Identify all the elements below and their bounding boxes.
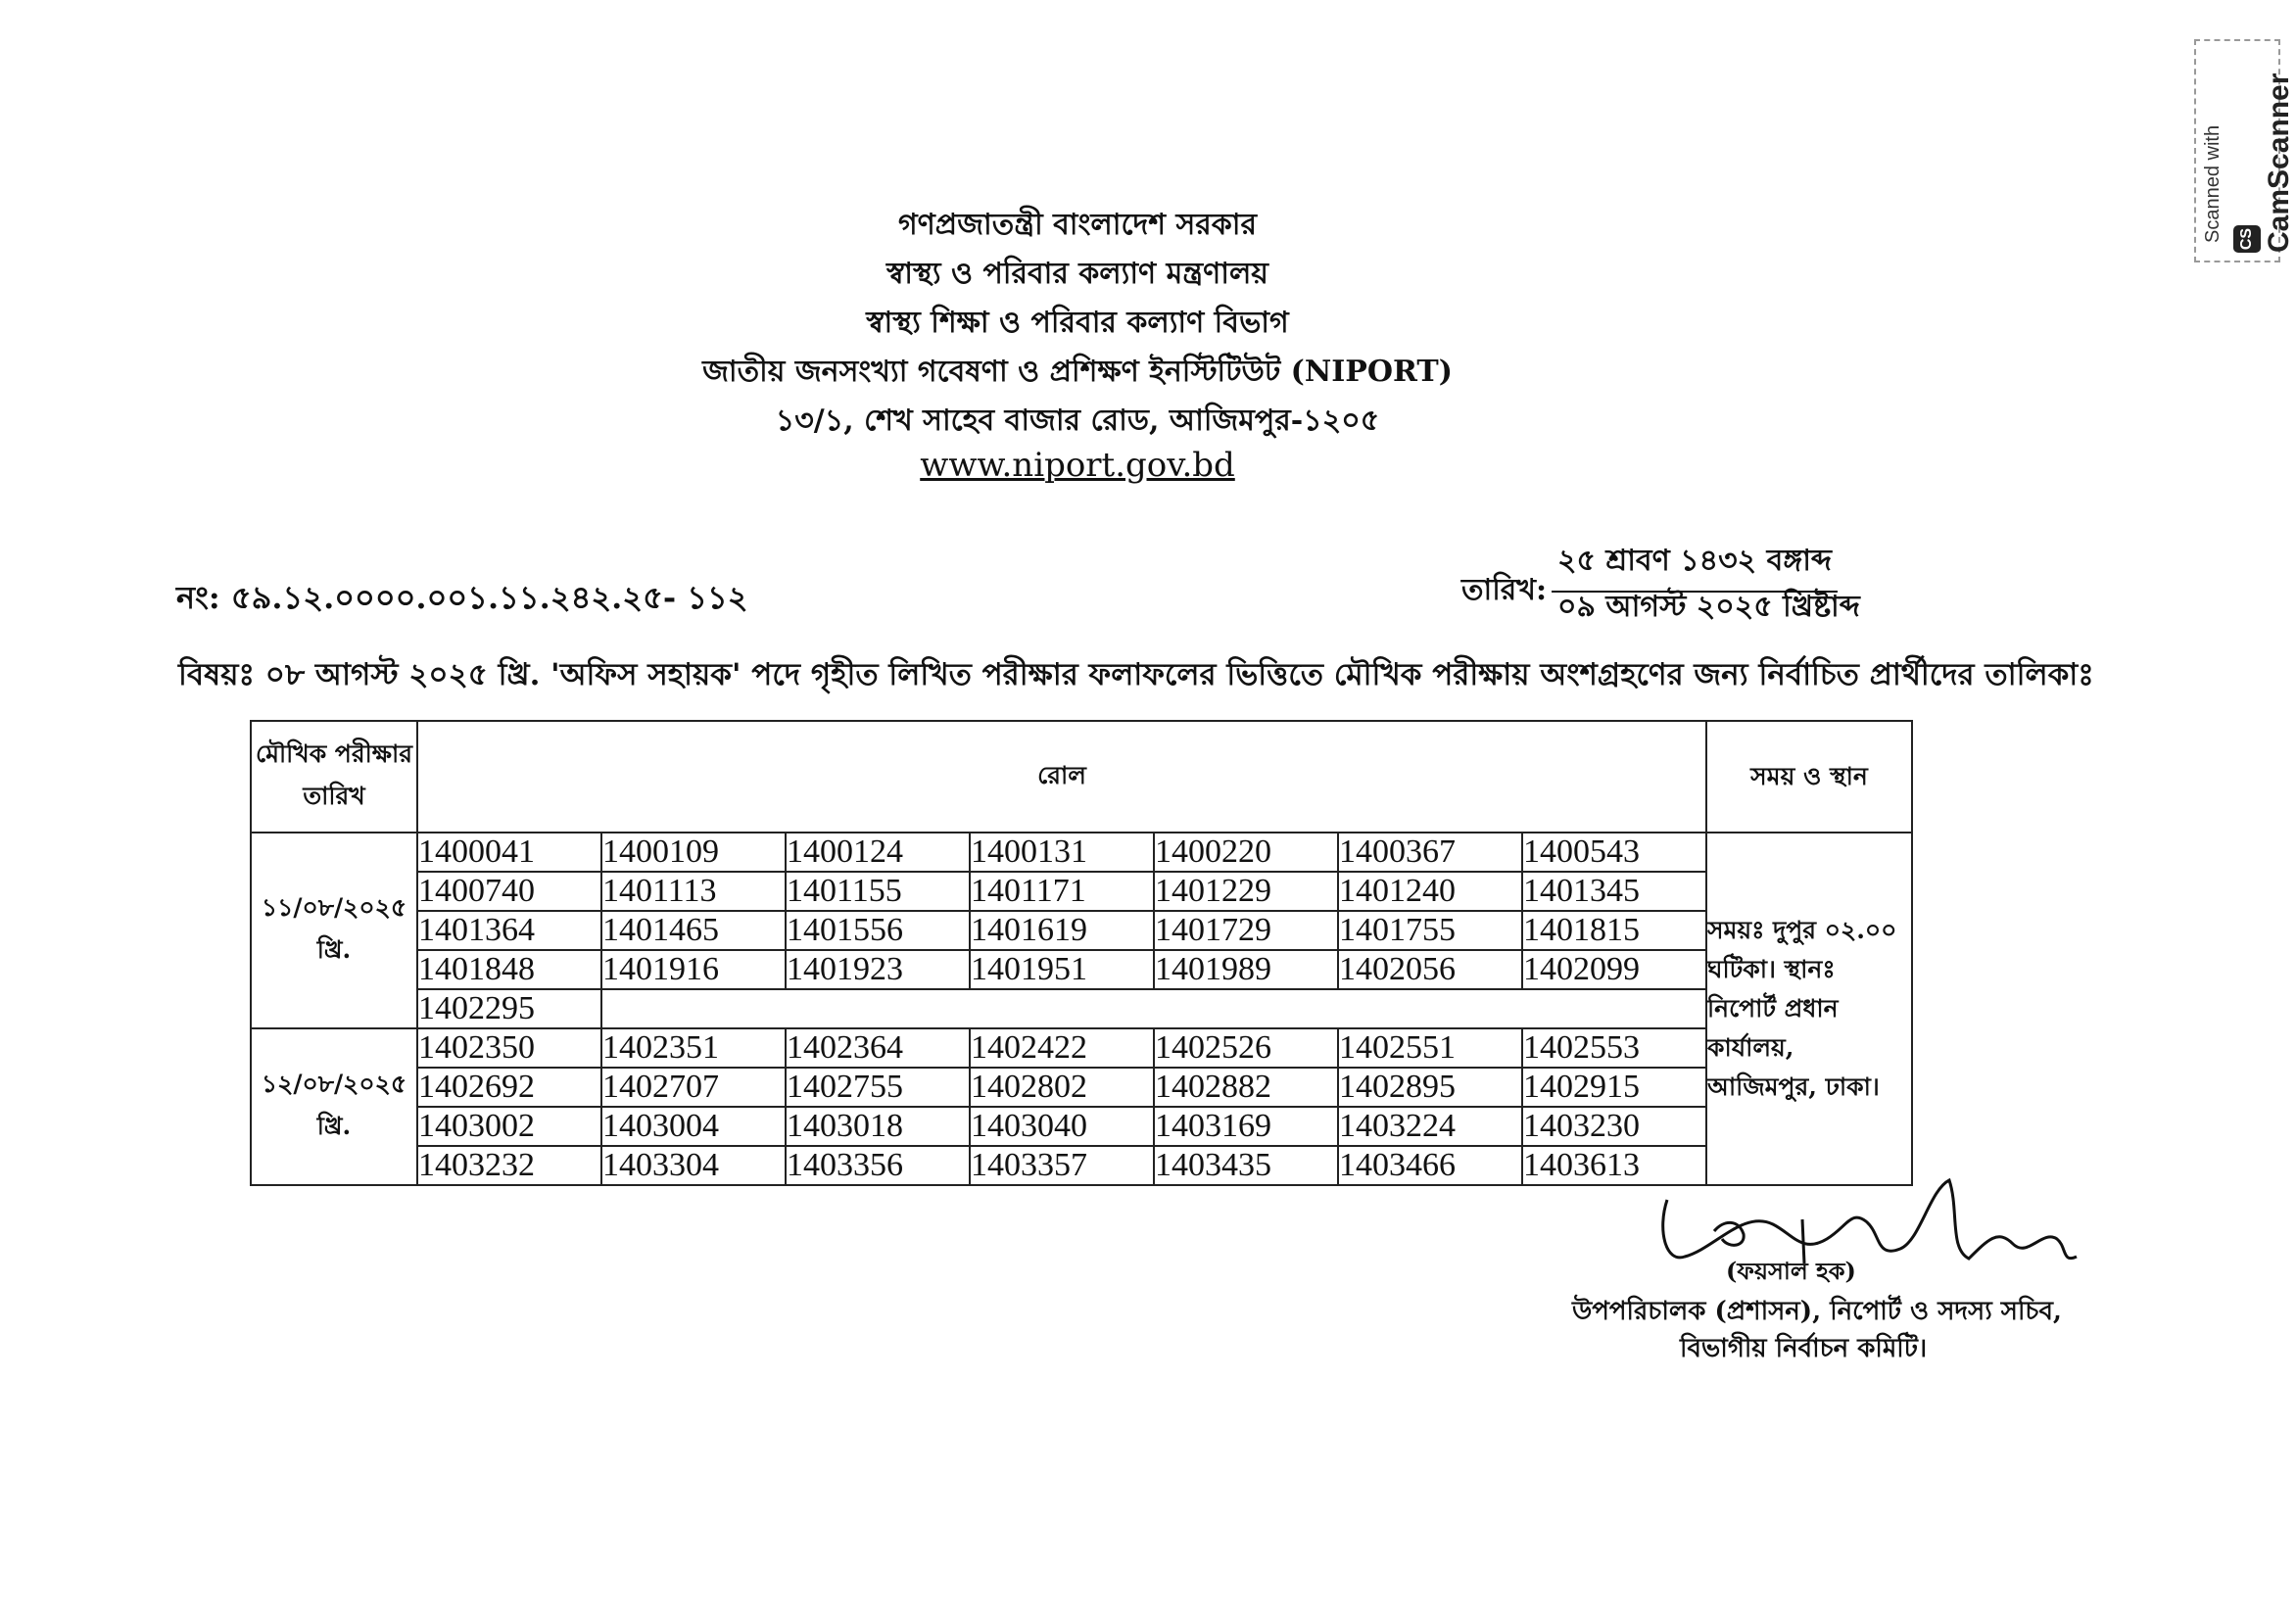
roll-number-cell: 1402755 [786,1068,970,1107]
roll-number-cell: 1403002 [417,1107,601,1146]
header-time-venue: সময় ও স্থান [1706,721,1912,833]
roll-number-cell: 1402553 [1522,1028,1706,1068]
table-row [251,1068,1912,1107]
roll-number-cell: 1400041 [417,833,601,872]
signatory-designation: উপপরিচালক (প্রশাসন), নিপোর্ট ও সদস্য সচিব, [1572,1297,2062,1326]
table-row [251,1028,1912,1068]
table-row [251,989,1912,1028]
roll-number-cell: 1401229 [1154,872,1338,911]
roll-number-cell: 1403018 [786,1107,970,1146]
ministry-name: স্বাস্থ্য ও পরিবার কল্যাণ মন্ত্রণালয় [886,257,1268,291]
roll-number-cell: 1402526 [1154,1028,1338,1068]
memo-number: নং: ৫৯.১২.০০০০.০০১.১১.২৪২.২৫- ১১২ [176,579,748,616]
roll-number-cell: 1403232 [417,1146,601,1185]
roll-number-cell: 1400131 [970,833,1154,872]
roll-number-cell: 1402802 [970,1068,1154,1107]
roll-number-cell: 1401923 [786,950,970,989]
roll-number-cell: 1402099 [1522,950,1706,989]
roll-number-cell: 1402422 [970,1028,1154,1068]
institute-name: জাতীয় জনসংখ্যা গবেষণা ও প্রশিক্ষণ ইনস্টিটিউট (NIPORT) [702,355,1453,389]
roll-number-cell: 1401729 [1154,911,1338,950]
table-row [251,950,1912,989]
roll-number-cell: 1401364 [417,911,601,950]
date-label: তারিখ: [1461,573,1548,607]
roll-number-cell: 1402351 [601,1028,786,1068]
roll-number-cell: 1401951 [970,950,1154,989]
roll-number-cell: 1403613 [1522,1146,1706,1185]
exam-date-cell: ১২/০৮/২০২৫ খ্রি. [251,1028,417,1185]
website-link[interactable]: www.niport.gov.bd [920,446,1235,485]
signature-scribble [1655,1170,2086,1278]
header-roll: রোল [417,721,1706,833]
roll-table [250,720,1913,1186]
roll-number-cell: 1401171 [970,872,1154,911]
subject-line: বিষয়ঃ ০৮ আগস্ট ২০২৫ খ্রি. 'অফিস সহায়ক' পদে গৃহীত লিখিত পরীক্ষার ফলাফলের ভিত্তিতে মৌখিক পরীক্ষায় অংশগ্রহণের জন্য নির্বাচিত প্রার্থীদের তালিকাঃ [178,657,2094,692]
roll-number-cell: 1403356 [786,1146,970,1185]
roll-number-cell: 1402895 [1338,1068,1522,1107]
division-name: স্বাস্থ্য শিক্ষা ও পরিবার কল্যাণ বিভাগ [866,306,1289,340]
table-header-row [251,721,1912,833]
roll-number-cell: 1401465 [601,911,786,950]
roll-number-cell: 1403304 [601,1146,786,1185]
roll-number-cell: 1402350 [417,1028,601,1068]
roll-number-cell: 1401113 [601,872,786,911]
roll-number-cell: 1403230 [1522,1107,1706,1146]
table-row [251,872,1912,911]
roll-number-cell: 1402056 [1338,950,1522,989]
roll-number-cell: 1402692 [417,1068,601,1107]
roll-number-cell: 1401916 [601,950,786,989]
date-bangla: ২৫ শ্রাবণ ১৪৩২ বঙ্গাব্দ [1552,537,1838,593]
roll-number-cell: 1401619 [970,911,1154,950]
roll-number-cell: 1400124 [786,833,970,872]
roll-number-cell: 1403435 [1154,1146,1338,1185]
roll-number-cell: 1403224 [1338,1107,1522,1146]
roll-number-cell: 1403357 [970,1146,1154,1185]
roll-number-cell: 1401989 [1154,950,1338,989]
stamp-caption: Scanned with [2202,124,2224,243]
roll-number-cell [601,989,1706,1028]
signatory-committee: বিভাগীয় নির্বাচন কমিটি। [1680,1334,1928,1363]
roll-number-cell: 1403040 [970,1107,1154,1146]
roll-number-cell: 1402707 [601,1068,786,1107]
roll-number-cell: 1401848 [417,950,601,989]
roll-number-cell: 1402882 [1154,1068,1338,1107]
roll-number-cell: 1403169 [1154,1107,1338,1146]
roll-number-cell: 1402295 [417,989,601,1028]
letterhead [0,201,2155,495]
stamp-brand: CamScanner [2263,72,2295,253]
table-row [251,833,1912,872]
roll-number-cell: 1402364 [786,1028,970,1068]
roll-number-cell: 1400543 [1522,833,1706,872]
roll-number-cell: 1400367 [1338,833,1522,872]
address: ১৩/১, শেখ সাহেব বাজার রোড, আজিমপুর-১২০৫ [775,404,1380,438]
roll-number-cell: 1401815 [1522,911,1706,950]
roll-number-cell: 1401155 [786,872,970,911]
roll-number-cell: 1400220 [1154,833,1338,872]
roll-number-cell: 1401240 [1338,872,1522,911]
exam-date-cell: ১১/০৮/২০২৫ খ্রি. [251,833,417,1028]
roll-number-cell: 1403466 [1338,1146,1522,1185]
roll-number-cell: 1400109 [601,833,786,872]
table-row [251,1107,1912,1146]
roll-number-cell: 1402915 [1522,1068,1706,1107]
govt-name: গণপ্রজাতন্ত্রী বাংলাদেশ সরকার [898,208,1257,242]
roll-number-cell: 1402551 [1338,1028,1522,1068]
roll-number-cell: 1400740 [417,872,601,911]
table-row [251,911,1912,950]
camscanner-logo-icon: CS [2233,225,2261,253]
camscanner-watermark [2194,39,2295,262]
roll-number-cell: 1401345 [1522,872,1706,911]
date-english: ০৯ আগস্ট ২০২৫ খ্রিষ্টাব্দ [1557,590,1860,624]
header-exam-date: মৌখিক পরীক্ষার তারিখ [251,721,417,833]
roll-number-cell: 1403004 [601,1107,786,1146]
time-venue-cell: সময়ঃ দুপুর ০২.০০ ঘটিকা। স্থানঃ নিপোর্ট প্রধান কার্যালয়, আজিমপুর, ঢাকা। [1706,833,1912,1185]
roll-number-cell: 1401755 [1338,911,1522,950]
signatory-name: (ফয়সাল হক) [1726,1257,1856,1285]
roll-number-cell: 1401556 [786,911,970,950]
